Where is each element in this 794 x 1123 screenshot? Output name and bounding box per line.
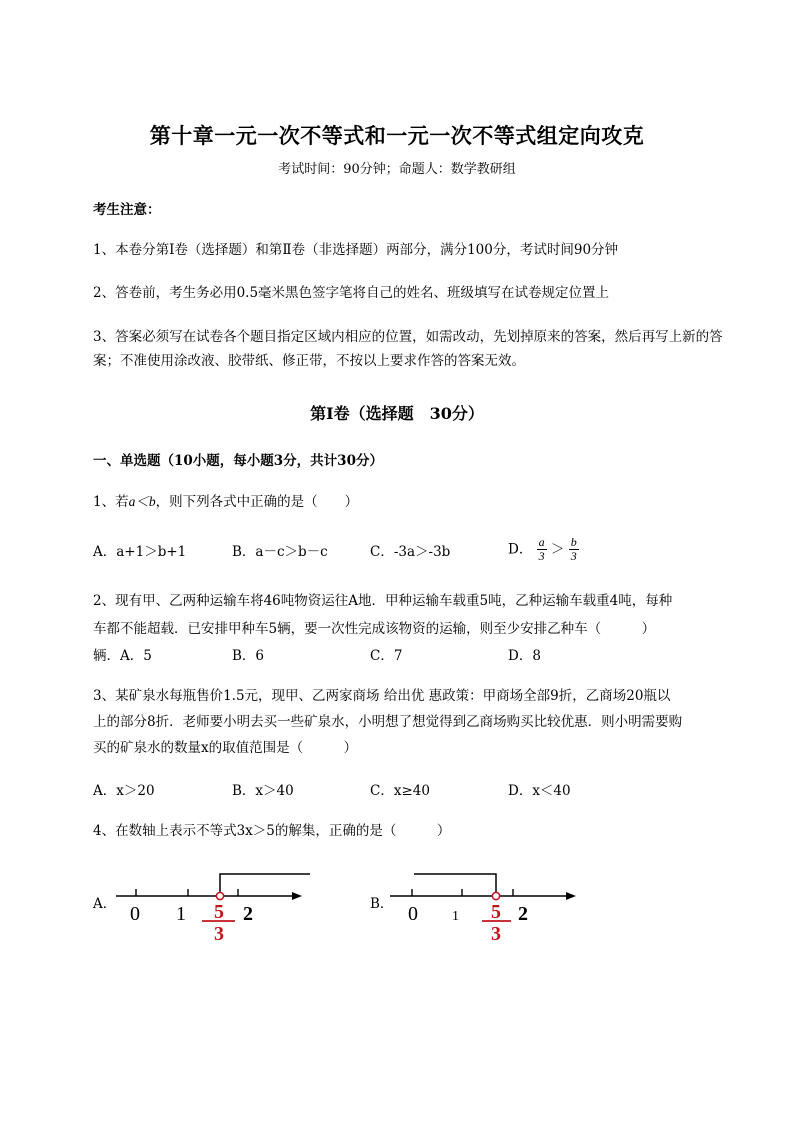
q1-option-c[interactable]: C．-3a＞-3b	[370, 544, 451, 560]
q4-option-b-label[interactable]: B．	[370, 896, 394, 912]
fraction-denominator: 3	[214, 923, 224, 945]
axis-arrow-icon	[566, 892, 576, 900]
notice-heading: 考生注意：	[93, 202, 161, 218]
q2-option-b[interactable]: B．6	[232, 648, 265, 664]
q1-option-d-left-fraction	[537, 536, 547, 563]
q1-option-b[interactable]: B．a－c＞b－c	[232, 544, 328, 560]
question-2-stem-line-2: 车都不能超载．已安排甲种车5辆，要一次性完成该物资的运输，则至少安排乙种车（ ）	[93, 621, 656, 637]
q1-option-d-label: D．	[508, 541, 533, 558]
q1-stem-math: a＜b	[128, 494, 156, 509]
exam-info: 考试时间：90分钟；命题人：数学教研组	[278, 162, 516, 177]
fraction-numerator: 5	[214, 901, 224, 923]
notice-item-3: 3、答案必须写在试卷各个题目指定区域内相应的位置，如需改动，先划掉原来的答案，然后再写上新的答案；不准使用涂改液、胶带纸、修正带，不按以上要求作答的答案无效。	[93, 329, 723, 369]
q4-option-b-number-line[interactable]	[390, 860, 590, 950]
q1-option-a[interactable]: A．a+1＞b+1	[93, 544, 187, 560]
q1-option-d[interactable]	[508, 536, 579, 563]
solution-set-bracket	[414, 874, 496, 896]
axis-arrow-icon	[292, 892, 302, 900]
notice-item-2: 2、答卷前，考生务必用0.5毫米黑色签字笔将自己的姓名、班级填写在试卷规定位置上	[93, 285, 610, 301]
tick-label-2: 2	[518, 903, 528, 925]
fraction-denominator: 3	[491, 923, 501, 945]
q3-option-b[interactable]: B．x＞40	[232, 783, 294, 799]
q1-option-d-relation: ＞	[550, 541, 565, 558]
q3-option-c[interactable]: C．x≥40	[370, 783, 430, 799]
open-point	[492, 892, 499, 899]
fraction-numerator: b	[570, 535, 577, 549]
fraction-denominator: 3	[538, 549, 545, 563]
page-title: 第十章一元一次不等式和一元一次不等式组定向攻克	[149, 123, 645, 148]
fraction-numerator: a	[538, 535, 545, 549]
question-3-stem-line-2: 上的部分8折．老师要小明去买一些矿泉水，小明想了想觉得到乙商场购买比较优惠．则小明需要购	[93, 714, 683, 730]
tick-label-1: 1	[176, 903, 186, 925]
question-4-stem: 4、在数轴上表示不等式3x＞5的解集，正确的是（ ）	[93, 823, 451, 839]
tick-label-0: 0	[408, 903, 418, 925]
q3-option-d[interactable]: D．x＜40	[508, 783, 571, 799]
q4-option-a-label[interactable]: A．	[93, 896, 117, 912]
solution-set-bracket	[220, 874, 310, 896]
q4-option-a-number-line[interactable]	[110, 860, 310, 950]
question-1-stem	[93, 492, 358, 512]
fraction-denominator: 3	[570, 549, 577, 563]
notice-item-1: 1、本卷分第I卷（选择题）和第Ⅱ卷（非选择题）两部分，满分100分，考试时间90分钟	[93, 242, 619, 258]
tick-label-1: 1	[452, 909, 459, 924]
q1-stem-pre: 1、若	[93, 494, 129, 510]
question-2-stem-line-1: 2、现有甲、乙两种运输车将46吨物资运往A地．甲种运输车载重5吨，乙种运输车载重4吨，每种	[93, 593, 673, 609]
tick-label-0: 0	[130, 903, 140, 925]
question-3-stem-line-1: 3、某矿泉水每瓶售价1.5元，现甲、乙两家商场 给出优 惠政策：甲商场全部9折，乙商场20瓶以	[93, 688, 671, 704]
q2-option-d[interactable]: D．8	[508, 648, 541, 664]
q3-option-a[interactable]: A．x＞20	[93, 783, 155, 799]
tick-label-2: 2	[243, 903, 253, 925]
q2-option-c[interactable]: C．7	[370, 648, 403, 664]
part-heading: 一、单选题（10小题，每小题3分，共计30分）	[93, 453, 383, 469]
q1-option-d-right-fraction	[569, 536, 579, 563]
section-title: 第I卷（选择题 30分）	[310, 404, 484, 423]
q2-option-a[interactable]: 辆．A．5	[93, 648, 152, 664]
open-point	[216, 892, 223, 899]
q1-stem-post: ，则下列各式中正确的是（ ）	[155, 494, 359, 510]
fraction-numerator: 5	[491, 901, 501, 923]
question-3-stem-line-3: 买的矿泉水的数量x的取值范围是（ ）	[93, 740, 358, 756]
